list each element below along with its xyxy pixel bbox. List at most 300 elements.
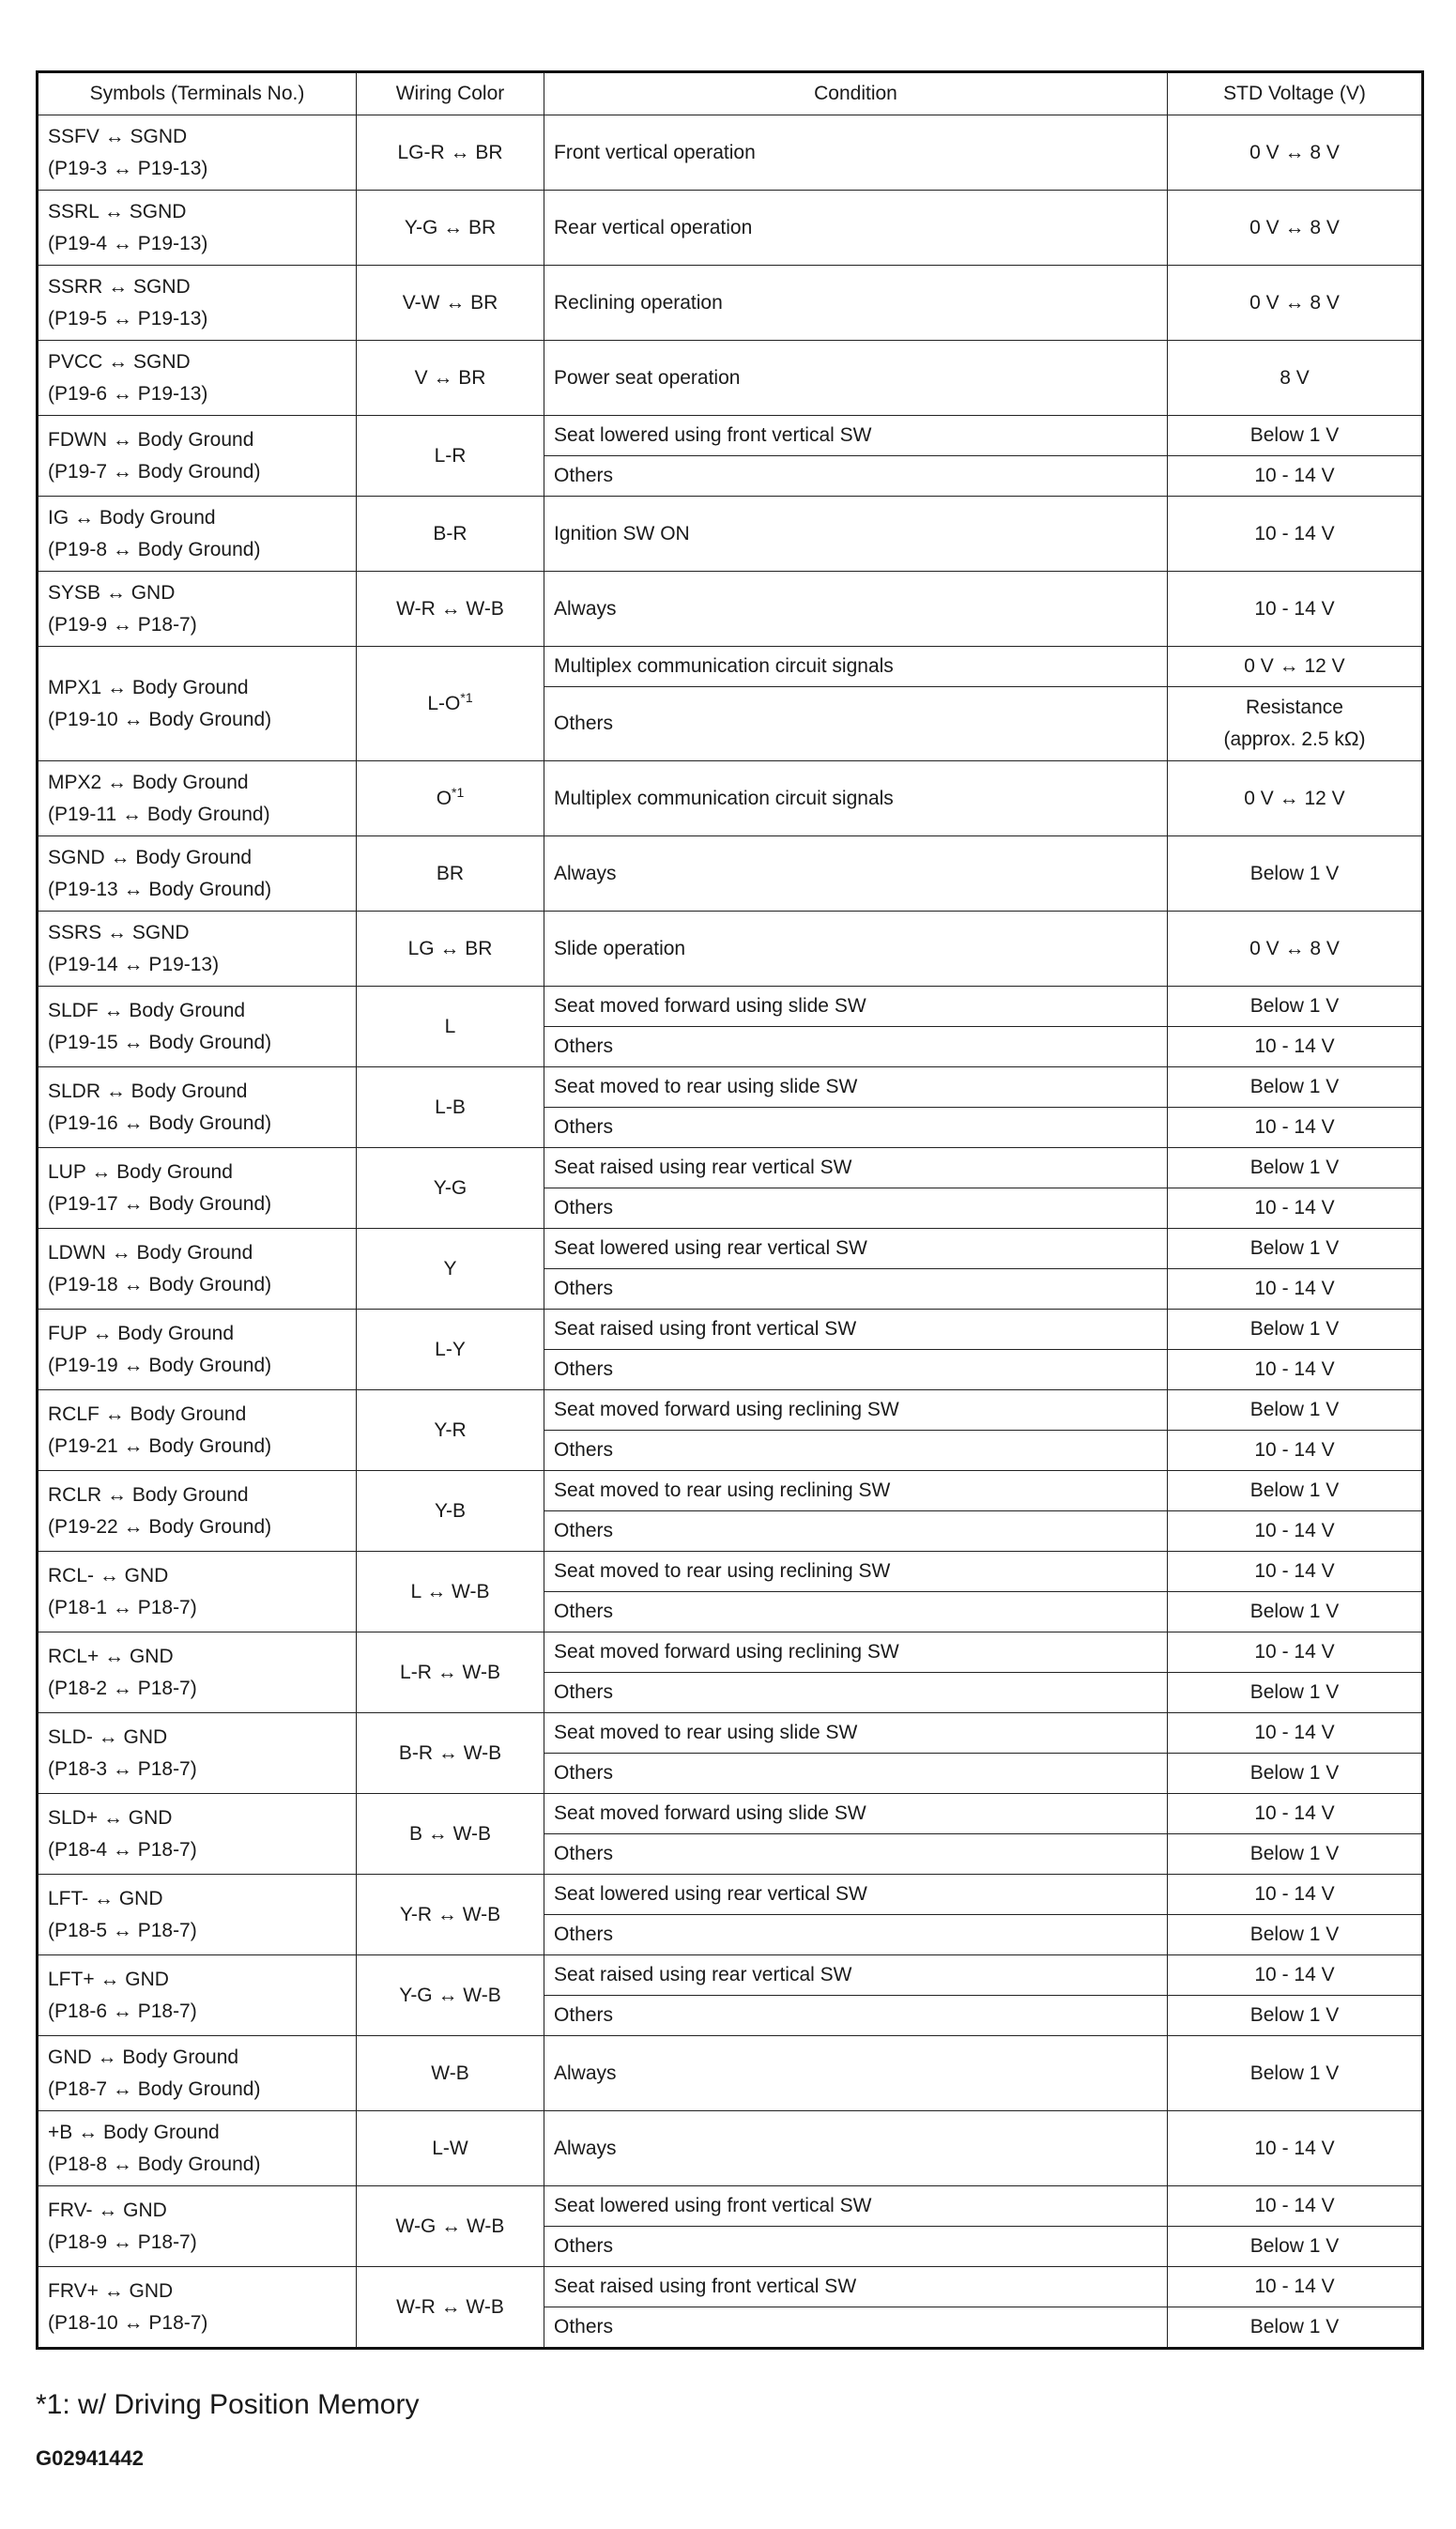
std-voltage-cell: [1168, 1108, 1423, 1148]
terminal-voltage-table: [36, 70, 1424, 2350]
std-voltage-value: Below 1 V: [1249, 1479, 1340, 1501]
symbol-cell: [38, 341, 357, 416]
std-voltage-value: Below 1 V: [1249, 1681, 1340, 1703]
wiring-color-cell: [357, 1875, 544, 1955]
table-row: [38, 497, 1423, 572]
std-voltage-cell: [1168, 647, 1423, 687]
std-voltage-cell: [1168, 761, 1423, 836]
std-voltage-cell: [1168, 1713, 1423, 1754]
table-row: [38, 2111, 1423, 2186]
symbol-name: FUP ↔ Body Ground: [48, 1322, 235, 1344]
wiring-color-cell: [357, 987, 544, 1067]
std-voltage-cell: [1168, 572, 1423, 647]
condition-cell: Others: [544, 1834, 1168, 1875]
symbol-name: FRV+ ↔ GND: [48, 2279, 174, 2302]
condition-cell: Others: [544, 1915, 1168, 1955]
terminal-numbers: (P19-19 ↔ Body Ground): [48, 1354, 272, 1376]
symbol-name: SYSB ↔ GND: [48, 581, 176, 604]
symbol-cell: [38, 1229, 357, 1310]
condition-cell: Seat moved to rear using slide SW: [544, 1713, 1168, 1754]
footnote: *1: w/ Driving Position Memory: [36, 2389, 420, 2420]
symbol-name: LFT- ↔ GND: [48, 1887, 163, 1909]
wiring-color-cell: [357, 266, 544, 341]
std-voltage-cell: [1168, 1632, 1423, 1673]
table-body: [38, 115, 1423, 2349]
symbol-cell: [38, 836, 357, 912]
std-voltage-cell: [1168, 341, 1423, 416]
wiring-color-cell: [357, 2186, 544, 2267]
wiring-color: LG ↔ BR: [407, 937, 493, 959]
std-voltage-cell: [1168, 1592, 1423, 1632]
wiring-color-cell: [357, 912, 544, 987]
wiring-color: L-R: [434, 444, 467, 467]
terminal-numbers: (P19-17 ↔ Body Ground): [48, 1192, 272, 1215]
std-voltage-cell: [1168, 1310, 1423, 1350]
table-row: [38, 836, 1423, 912]
wiring-color-cell: [357, 2267, 544, 2349]
terminal-numbers: (P18-8 ↔ Body Ground): [48, 2153, 261, 2175]
condition-cell: Others: [544, 1431, 1168, 1471]
condition-cell: Multiplex communication circuit signals: [544, 761, 1168, 836]
symbol-cell: [38, 2111, 357, 2186]
header-wiring-color: Wiring Color: [357, 72, 544, 115]
symbol-cell: [38, 191, 357, 266]
table-row: [38, 191, 1423, 266]
condition-cell: Always: [544, 572, 1168, 647]
symbol-name: MPX1 ↔ Body Ground: [48, 676, 249, 698]
symbol-name: LUP ↔ Body Ground: [48, 1160, 233, 1183]
std-voltage-value: Below 1 V: [1249, 2235, 1340, 2257]
table-row: [38, 1067, 1423, 1108]
condition-cell: Others: [544, 456, 1168, 497]
footnote-ref: *1: [452, 784, 465, 800]
std-voltage-cell: [1168, 497, 1423, 572]
symbol-name: SSRL ↔ SGND: [48, 200, 187, 222]
condition-cell: Seat lowered using front vertical SW: [544, 416, 1168, 456]
wiring-color: W-R ↔ W-B: [396, 597, 504, 620]
symbol-name: RCLF ↔ Body Ground: [48, 1402, 247, 1425]
std-voltage-value: 0 V ↔ 8 V: [1249, 216, 1340, 238]
condition-cell: Front vertical operation: [544, 115, 1168, 191]
table-row: [38, 1955, 1423, 1996]
std-voltage-value: 0 V ↔ 12 V: [1244, 787, 1345, 809]
std-voltage-value: Below 1 V: [1249, 995, 1340, 1017]
std-voltage-value: 0 V ↔ 8 V: [1249, 291, 1340, 314]
symbol-name: SLD- ↔ GND: [48, 1725, 168, 1748]
symbol-name: LFT+ ↔ GND: [48, 1968, 169, 1990]
std-voltage-value: Below 1 V: [1249, 424, 1340, 446]
std-voltage-cell: [1168, 1431, 1423, 1471]
symbol-cell: [38, 1148, 357, 1229]
std-voltage-cell: [1168, 912, 1423, 987]
std-voltage-cell: [1168, 1027, 1423, 1067]
condition-cell: Seat moved to rear using reclining SW: [544, 1552, 1168, 1592]
std-voltage-value: Below 1 V: [1249, 1399, 1340, 1420]
std-voltage-cell: [1168, 1471, 1423, 1511]
std-voltage-value: 10 - 14 V: [1254, 1035, 1335, 1057]
terminal-numbers: (P18-9 ↔ P18-7): [48, 2230, 197, 2253]
terminal-numbers: (P18-3 ↔ P18-7): [48, 1757, 197, 1780]
wiring-color: W-B: [431, 2062, 469, 2084]
wiring-color-cell: [357, 497, 544, 572]
wiring-color: Y-R ↔ W-B: [399, 1903, 501, 1925]
std-voltage-value: 10 - 14 V: [1254, 1197, 1335, 1219]
std-voltage-cell: [1168, 1148, 1423, 1188]
condition-cell: Others: [544, 1754, 1168, 1794]
std-voltage-value: 10 - 14 V: [1254, 597, 1335, 620]
table-row: [38, 2267, 1423, 2307]
condition-cell: Seat raised using rear vertical SW: [544, 1955, 1168, 1996]
std-voltage-cell: [1168, 2307, 1423, 2349]
wiring-color: V ↔ BR: [414, 366, 486, 389]
table-row: [38, 1875, 1423, 1915]
symbol-cell: [38, 912, 357, 987]
std-voltage-cell: [1168, 456, 1423, 497]
std-voltage-cell: [1168, 2111, 1423, 2186]
std-voltage-value: 10 - 14 V: [1254, 1358, 1335, 1380]
condition-cell: Others: [544, 1996, 1168, 2036]
std-voltage-value: 10 - 14 V: [1254, 1278, 1335, 1299]
wiring-color-cell: [357, 1229, 544, 1310]
wiring-color: Y: [443, 1257, 457, 1280]
std-voltage-cell: [1168, 1673, 1423, 1713]
wiring-color-cell: [357, 1310, 544, 1390]
std-voltage-cell: [1168, 266, 1423, 341]
condition-cell: Seat moved to rear using slide SW: [544, 1067, 1168, 1108]
wiring-color-cell: [357, 1794, 544, 1875]
wiring-color: L ↔ W-B: [410, 1580, 490, 1602]
header-symbols: Symbols (Terminals No.): [38, 72, 357, 115]
symbol-name: RCL- ↔ GND: [48, 1564, 169, 1586]
wiring-color: B-R ↔ W-B: [398, 1741, 502, 1764]
symbol-cell: [38, 1067, 357, 1148]
table-row: [38, 1310, 1423, 1350]
terminal-numbers: (P18-1 ↔ P18-7): [48, 1596, 197, 1618]
condition-cell: Multiplex communication circuit signals: [544, 647, 1168, 687]
symbol-cell: [38, 1875, 357, 1955]
std-voltage-cell: [1168, 2186, 1423, 2227]
wiring-color-cell: [357, 1955, 544, 2036]
header-std-voltage: STD Voltage (V): [1168, 72, 1423, 115]
std-voltage-cell: [1168, 1067, 1423, 1108]
symbol-name: RCLR ↔ Body Ground: [48, 1483, 249, 1506]
std-voltage-value: Below 1 V: [1249, 1601, 1340, 1622]
wiring-color: LG-R ↔ BR: [397, 141, 503, 163]
terminal-numbers: (P18-7 ↔ Body Ground): [48, 2077, 261, 2100]
symbol-cell: [38, 987, 357, 1067]
std-voltage-cell: [1168, 2036, 1423, 2111]
table-row: [38, 2036, 1423, 2111]
table-row: [38, 1713, 1423, 1754]
symbol-cell: [38, 647, 357, 761]
std-voltage-cell: [1168, 2227, 1423, 2267]
symbol-name: +B ↔ Body Ground: [48, 2121, 220, 2143]
symbol-name: FRV- ↔ GND: [48, 2199, 167, 2221]
wiring-color: L-B: [435, 1096, 466, 1118]
wiring-color: O: [436, 787, 452, 809]
std-voltage-cell: [1168, 1834, 1423, 1875]
wiring-color: Y-B: [434, 1499, 467, 1522]
wiring-color-cell: [357, 1552, 544, 1632]
table-row: [38, 912, 1423, 987]
wiring-color-cell: [357, 647, 544, 761]
table-row: [38, 266, 1423, 341]
symbol-name: PVCC ↔ SGND: [48, 350, 191, 373]
symbol-name: RCL+ ↔ GND: [48, 1645, 174, 1667]
std-voltage-cell: [1168, 191, 1423, 266]
std-voltage-value: 10 - 14 V: [1254, 1722, 1335, 1743]
symbol-cell: [38, 2186, 357, 2267]
condition-cell: Ignition SW ON: [544, 497, 1168, 572]
wiring-color: Y-G ↔ W-B: [399, 1984, 501, 2006]
wiring-color: V-W ↔ BR: [402, 291, 498, 314]
symbol-cell: [38, 1632, 357, 1713]
std-voltage-value: Below 1 V: [1249, 862, 1340, 884]
std-voltage-value: 10 - 14 V: [1254, 2195, 1335, 2216]
symbol-name: SLDF ↔ Body Ground: [48, 999, 246, 1021]
condition-cell: Seat moved to rear using reclining SW: [544, 1471, 1168, 1511]
condition-cell: Seat moved forward using slide SW: [544, 987, 1168, 1027]
wiring-color-cell: [357, 1471, 544, 1552]
condition-cell: Reclining operation: [544, 266, 1168, 341]
condition-cell: Others: [544, 2307, 1168, 2349]
std-voltage-cell: [1168, 1552, 1423, 1592]
header-condition: Condition: [544, 72, 1168, 115]
condition-cell: Seat raised using front vertical SW: [544, 1310, 1168, 1350]
footnote-ref: *1: [460, 689, 473, 705]
std-voltage-value: 10 - 14 V: [1254, 522, 1335, 544]
table-row: [38, 761, 1423, 836]
wiring-color: W-R ↔ W-B: [396, 2295, 504, 2318]
condition-cell: Others: [544, 1350, 1168, 1390]
symbol-cell: [38, 1794, 357, 1875]
std-voltage-cell: [1168, 1390, 1423, 1431]
table-row: [38, 1632, 1423, 1673]
symbol-cell: [38, 2267, 357, 2349]
wiring-color-cell: [357, 1390, 544, 1471]
condition-cell: Seat raised using front vertical SW: [544, 2267, 1168, 2307]
symbol-name: SLDR ↔ Body Ground: [48, 1080, 248, 1102]
symbol-name: IG ↔ Body Ground: [48, 506, 216, 529]
table-header-row: [38, 72, 1423, 115]
symbol-name: FDWN ↔ Body Ground: [48, 428, 254, 451]
condition-cell: Seat moved forward using reclining SW: [544, 1390, 1168, 1431]
std-voltage-value: Below 1 V: [1249, 2062, 1340, 2084]
std-voltage-value: Below 1 V: [1249, 1843, 1340, 1864]
table-row: [38, 1229, 1423, 1269]
std-voltage-cell: [1168, 1794, 1423, 1834]
condition-cell: Rear vertical operation: [544, 191, 1168, 266]
symbol-cell: [38, 497, 357, 572]
table-row: [38, 572, 1423, 647]
std-voltage-value: 10 - 14 V: [1254, 2276, 1335, 2297]
std-voltage-value: 10 - 14 V: [1254, 1560, 1335, 1582]
wiring-color-cell: [357, 1713, 544, 1794]
wiring-color-cell: [357, 1632, 544, 1713]
wiring-color: BR: [436, 862, 465, 884]
std-voltage-cell: [1168, 1996, 1423, 2036]
condition-cell: Always: [544, 836, 1168, 912]
condition-cell: Others: [544, 1027, 1168, 1067]
condition-cell: Others: [544, 1108, 1168, 1148]
std-voltage-cell: [1168, 1229, 1423, 1269]
condition-cell: Seat raised using rear vertical SW: [544, 1148, 1168, 1188]
symbol-name: SSRS ↔ SGND: [48, 921, 190, 943]
condition-cell: Others: [544, 1269, 1168, 1310]
symbol-name: LDWN ↔ Body Ground: [48, 1241, 253, 1264]
std-voltage-cell: [1168, 1915, 1423, 1955]
symbol-name: SSRR ↔ SGND: [48, 275, 191, 298]
table-row: [38, 2186, 1423, 2227]
condition-cell: Always: [544, 2036, 1168, 2111]
symbol-name: SLD+ ↔ GND: [48, 1806, 173, 1829]
symbol-cell: [38, 1310, 357, 1390]
std-voltage-value: Resistance: [1246, 697, 1343, 718]
table-row: [38, 416, 1423, 456]
wiring-color: L-W: [432, 2137, 468, 2159]
symbol-name: GND ↔ Body Ground: [48, 2046, 239, 2068]
wiring-color-cell: [357, 572, 544, 647]
terminal-numbers: (P19-7 ↔ Body Ground): [48, 460, 261, 483]
terminal-numbers: (P18-4 ↔ P18-7): [48, 1838, 197, 1861]
std-voltage-value: Below 1 V: [1249, 2316, 1340, 2337]
std-voltage-cell: [1168, 836, 1423, 912]
symbol-cell: [38, 572, 357, 647]
table-row: [38, 987, 1423, 1027]
wiring-color: L-R ↔ W-B: [400, 1661, 500, 1683]
std-voltage-value: Below 1 V: [1249, 1076, 1340, 1097]
terminal-numbers: (P19-16 ↔ Body Ground): [48, 1111, 272, 1134]
terminal-numbers: (P19-21 ↔ Body Ground): [48, 1434, 272, 1457]
wiring-color-cell: [357, 191, 544, 266]
wiring-color-cell: [357, 416, 544, 497]
table-row: [38, 1471, 1423, 1511]
figure-code: G02941442: [36, 2446, 144, 2470]
terminal-numbers: (P19-5 ↔ P19-13): [48, 307, 208, 330]
condition-cell: Others: [544, 687, 1168, 761]
wiring-color-cell: [357, 115, 544, 191]
std-voltage-cell: [1168, 1511, 1423, 1552]
wiring-color-cell: [357, 1067, 544, 1148]
std-voltage-cell: [1168, 2267, 1423, 2307]
std-voltage-cell: [1168, 1754, 1423, 1794]
condition-cell: Others: [544, 1188, 1168, 1229]
table-row: [38, 1148, 1423, 1188]
symbol-cell: [38, 1552, 357, 1632]
terminal-numbers: (P18-2 ↔ P18-7): [48, 1677, 197, 1699]
wiring-color: L-O: [427, 692, 461, 714]
condition-cell: Seat lowered using rear vertical SW: [544, 1229, 1168, 1269]
std-voltage-cell: [1168, 987, 1423, 1027]
std-voltage-cell: [1168, 1350, 1423, 1390]
symbol-cell: [38, 1955, 357, 2036]
std-voltage-cell: [1168, 416, 1423, 456]
table-row: [38, 647, 1423, 687]
std-voltage-value: Below 1 V: [1249, 1157, 1340, 1178]
std-voltage-value: 10 - 14 V: [1254, 1964, 1335, 1985]
wiring-color: B-R: [433, 522, 467, 544]
condition-cell: Seat moved forward using slide SW: [544, 1794, 1168, 1834]
symbol-cell: [38, 1713, 357, 1794]
table-row: [38, 1794, 1423, 1834]
terminal-numbers: (P19-6 ↔ P19-13): [48, 382, 208, 405]
symbol-name: SGND ↔ Body Ground: [48, 846, 253, 868]
symbol-cell: [38, 761, 357, 836]
std-voltage-value: 10 - 14 V: [1254, 1641, 1335, 1663]
wiring-color-cell: [357, 2111, 544, 2186]
terminal-numbers: (P19-14 ↔ P19-13): [48, 953, 220, 975]
table-row: [38, 115, 1423, 191]
terminal-numbers: (P18-5 ↔ P18-7): [48, 1919, 197, 1941]
std-voltage-value: Below 1 V: [1249, 2004, 1340, 2026]
condition-cell: Others: [544, 1673, 1168, 1713]
std-voltage-value: Below 1 V: [1249, 1318, 1340, 1340]
terminal-numbers: (P19-10 ↔ Body Ground): [48, 708, 272, 730]
symbol-cell: [38, 266, 357, 341]
terminal-numbers: (P19-9 ↔ P18-7): [48, 613, 197, 636]
condition-cell: Others: [544, 2227, 1168, 2267]
symbol-cell: [38, 2036, 357, 2111]
std-voltage-value: 0 V ↔ 8 V: [1249, 937, 1340, 959]
wiring-color: B ↔ W-B: [408, 1822, 492, 1845]
terminal-numbers: (P19-18 ↔ Body Ground): [48, 1273, 272, 1295]
std-voltage-value: Below 1 V: [1249, 1762, 1340, 1784]
std-voltage-value: 10 - 14 V: [1254, 1520, 1335, 1541]
wiring-color-cell: [357, 836, 544, 912]
symbol-name: MPX2 ↔ Body Ground: [48, 771, 249, 793]
symbol-cell: [38, 416, 357, 497]
terminal-numbers: (P18-10 ↔ P18-7): [48, 2311, 208, 2334]
terminal-numbers: (P19-11 ↔ Body Ground): [48, 803, 270, 825]
wiring-color-cell: [357, 341, 544, 416]
wiring-color: L: [444, 1015, 456, 1037]
std-voltage-value: Below 1 V: [1249, 1924, 1340, 1945]
std-voltage-value: 10 - 14 V: [1254, 2137, 1335, 2159]
std-voltage-value: 10 - 14 V: [1254, 465, 1335, 486]
symbol-name: SSFV ↔ SGND: [48, 125, 188, 147]
std-voltage-cell: [1168, 1875, 1423, 1915]
wiring-color-cell: [357, 761, 544, 836]
std-voltage-cell: [1168, 1955, 1423, 1996]
std-voltage-value: 10 - 14 V: [1254, 1116, 1335, 1138]
wiring-color: W-G ↔ W-B: [395, 2215, 505, 2237]
table-row: [38, 341, 1423, 416]
wiring-color-cell: [357, 2036, 544, 2111]
table-row: [38, 1552, 1423, 1592]
std-voltage-value: Below 1 V: [1249, 1237, 1340, 1259]
terminal-numbers: (P19-8 ↔ Body Ground): [48, 538, 261, 560]
terminal-numbers: (P19-22 ↔ Body Ground): [48, 1515, 272, 1538]
condition-cell: Seat lowered using rear vertical SW: [544, 1875, 1168, 1915]
symbol-cell: [38, 1471, 357, 1552]
wiring-color: Y-G ↔ BR: [404, 216, 497, 238]
std-voltage-cell: [1168, 1269, 1423, 1310]
terminal-numbers: (P19-4 ↔ P19-13): [48, 232, 208, 254]
std-voltage-cell: [1168, 1188, 1423, 1229]
std-voltage-value: 0 V ↔ 8 V: [1249, 141, 1340, 163]
condition-cell: Always: [544, 2111, 1168, 2186]
std-voltage-note: (approx. 2.5 kΩ): [1223, 728, 1366, 750]
std-voltage-cell: [1168, 687, 1423, 761]
terminal-numbers: (P19-3 ↔ P19-13): [48, 157, 208, 179]
table-row: [38, 1390, 1423, 1431]
std-voltage-value: 10 - 14 V: [1254, 1883, 1335, 1905]
wiring-color: Y-R: [434, 1418, 467, 1441]
wiring-color-cell: [357, 1148, 544, 1229]
condition-cell: Others: [544, 1592, 1168, 1632]
std-voltage-value: 0 V ↔ 12 V: [1244, 655, 1345, 677]
terminal-numbers: (P18-6 ↔ P18-7): [48, 2000, 197, 2022]
